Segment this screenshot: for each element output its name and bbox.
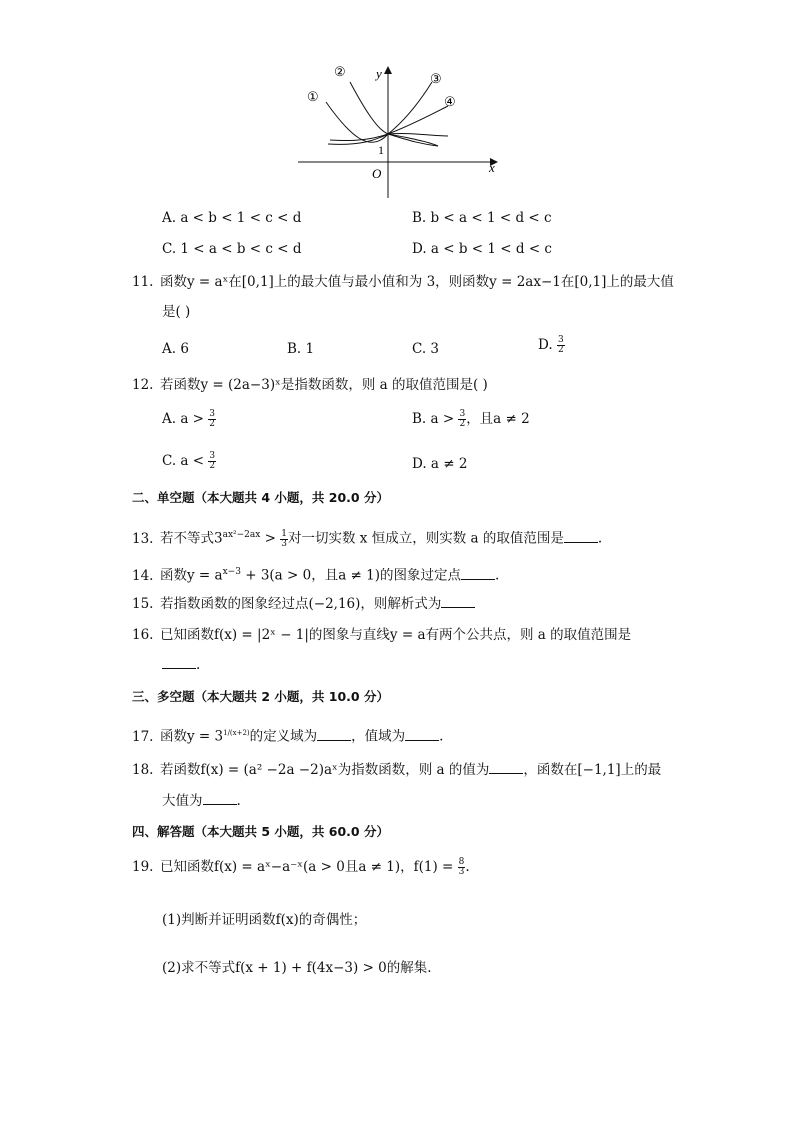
origin-label: O bbox=[372, 166, 382, 181]
q18-max-blank[interactable] bbox=[203, 792, 237, 805]
q12-option-a[interactable]: A. a > $\frac{3}{2}$ bbox=[162, 409, 216, 429]
section-heading-single-blank: 二、单空题（本大题共 4 小题，共 20.0 分） bbox=[132, 490, 389, 505]
label-2: ② bbox=[334, 64, 346, 79]
q11-option-d[interactable] bbox=[538, 336, 565, 355]
q16-answer-blank[interactable] bbox=[162, 656, 196, 669]
y-axis-label: y bbox=[376, 66, 382, 81]
q11-text-line1: 函数y = aˣ在[0,1]上的最大值与最小值和为 3，则函数y = 2ax−1在[0,1]上的最大值 bbox=[160, 274, 674, 290]
q15: 15. 若指数函数的图象经过点(−2,16)，则解析式为 bbox=[132, 595, 475, 613]
one-label: 1 bbox=[378, 143, 384, 157]
q17-domain-blank[interactable] bbox=[317, 728, 351, 741]
q18-value-blank[interactable] bbox=[489, 761, 523, 774]
label-1: ① bbox=[307, 89, 319, 104]
q17: 17. 函数$y = 3^{1/(x+2)}$的定义域为 ，值域为 . bbox=[132, 728, 444, 745]
section-heading-solution: 四、解答题（本大题共 5 小题，共 60.0 分） bbox=[132, 824, 389, 839]
q10-option-b[interactable]: B. b < a < 1 < d < c bbox=[412, 210, 552, 226]
y-axis-arrow bbox=[384, 66, 392, 74]
q10-option-a[interactable]: A. a < b < 1 < c < d bbox=[162, 210, 302, 226]
fraction-8-3: $\frac{8}{3}$ bbox=[458, 857, 465, 877]
q12-option-b[interactable]: B. a > $\frac{3}{2}$ ，且a ≠ 2 bbox=[412, 409, 530, 429]
fraction-3-2: $\frac{3}{2}$ bbox=[459, 409, 466, 429]
q12-text: 若函数y = (2a−3)ˣ是指数函数，则 a 的取值范围是( ) bbox=[160, 377, 488, 393]
q14-answer-blank[interactable] bbox=[461, 567, 495, 580]
x-axis-label: x bbox=[489, 160, 495, 175]
q13-answer-blank[interactable] bbox=[564, 530, 598, 543]
q10-option-c[interactable]: C. 1 < a < b < c < d bbox=[162, 241, 302, 257]
q16: 16. 已知函数f(x) = |2ˣ − 1|的图象与直线y = a有两个公共点，则 a 的取值范围是 bbox=[132, 627, 632, 643]
fraction-3-2: $\frac{3}{2}$ bbox=[209, 409, 216, 429]
q17-range-blank[interactable] bbox=[405, 728, 439, 741]
q12-option-c[interactable]: C. a < $\frac{3}{2}$ bbox=[162, 451, 216, 471]
q15-answer-blank[interactable] bbox=[441, 595, 475, 608]
q11-option-c[interactable]: C. 3 bbox=[412, 341, 440, 357]
q18: 18. 若函数f(x) = (a² −2a −2)aˣ为指数函数，则 a 的值为 ，函数在[−1,1]上的最 bbox=[132, 762, 662, 778]
section-heading-multi-blank: 三、多空题（本大题共 2 小题，共 10.0 分） bbox=[132, 689, 389, 704]
q19: 19. 已知函数f(x) = aˣ−a⁻ˣ(a > 0且a ≠ 1)，f(1) = $\frac{8}{3}$ . bbox=[132, 857, 470, 877]
curve-1 bbox=[326, 102, 438, 146]
curve-2 bbox=[350, 82, 438, 146]
q11-option-d-label: D. bbox=[538, 337, 553, 353]
q11-option-a[interactable]: A. 6 bbox=[162, 341, 189, 357]
q16-line2: . bbox=[162, 656, 200, 674]
fraction-1-3: $\frac{1}{3}$ bbox=[281, 528, 287, 549]
q13: 13. 若不等式$3^{ax^2-2ax}$ > $\frac{1}{3}$ 对一切实数 x 恒成立，则实数 a 的取值范围是 . bbox=[132, 528, 603, 549]
q10-option-d[interactable]: D. a < b < 1 < d < c bbox=[412, 241, 552, 257]
q12-option-d[interactable]: D. a ≠ 2 bbox=[412, 456, 468, 472]
q19-part1: (1)判断并证明函数f(x)的奇偶性； bbox=[162, 912, 367, 928]
q11-stem bbox=[132, 273, 674, 291]
q19-part2: (2)求不等式f(x + 1) + f(4x−3) > 0的解集. bbox=[162, 960, 432, 976]
q11-number: 11. bbox=[132, 274, 154, 290]
q12-stem bbox=[132, 376, 488, 394]
function-graph-figure bbox=[290, 58, 510, 208]
q11-option-d-fraction: $\frac{3}{2}$ bbox=[557, 335, 564, 355]
label-4: ④ bbox=[444, 94, 456, 109]
q11-text-line2: 是( ) bbox=[162, 304, 191, 320]
fraction-3-2: $\frac{3}{2}$ bbox=[209, 451, 216, 471]
q11-option-b[interactable]: B. 1 bbox=[287, 341, 315, 357]
q14: 14. 函数$y = a^{x-3} + 3(a > 0$，且a ≠ 1)的图象过定点 . bbox=[132, 567, 500, 584]
q12-number: 12. bbox=[132, 377, 154, 393]
curve-3 bbox=[330, 82, 432, 141]
q18-line2: 大值为 . bbox=[162, 793, 241, 809]
label-3: ③ bbox=[430, 71, 442, 86]
